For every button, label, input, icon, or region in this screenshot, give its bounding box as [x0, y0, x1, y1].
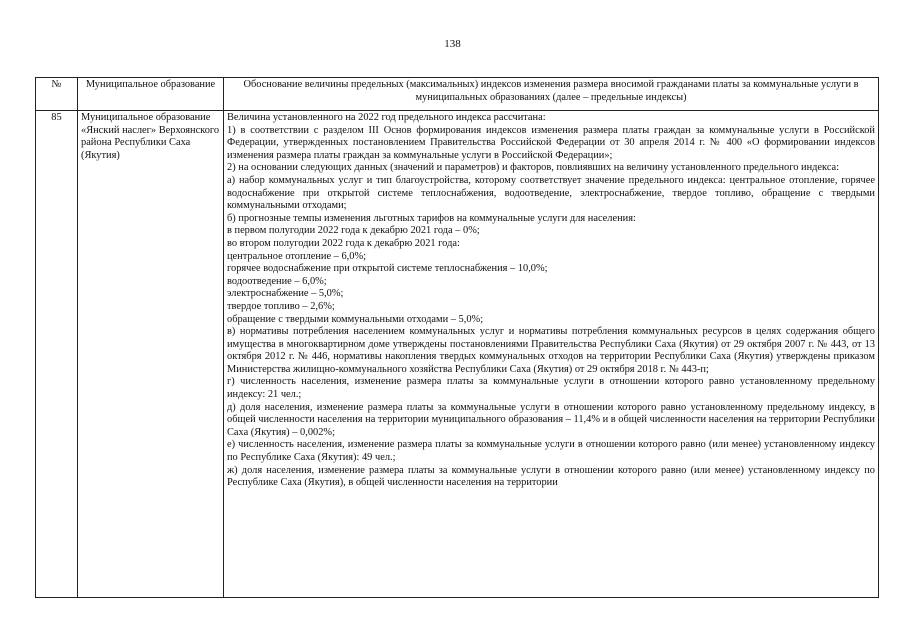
rationale-paragraph: центральное отопление – 6,0%; — [227, 250, 366, 262]
table-row — [36, 111, 879, 598]
rationale-paragraph: обращение с твердыми коммунальными отходами – 5,0%; — [227, 313, 484, 325]
rationale-paragraph: б) прогнозные темпы изменения льготных тарифов на коммунальные услуги для населения: — [227, 212, 636, 224]
rationale-paragraph: ж) доля населения, изменение размера платы за коммунальные услуги в отношении которого равно (или менее) установленному индексу по Республике Саха (Якутия), в общей численности населения на территории — [227, 464, 875, 489]
rationale-paragraph: во втором полугодии 2022 года к декабрю 2021 года: — [227, 237, 460, 249]
page-number: 138 — [444, 38, 461, 50]
header-rationale: Обоснование величины предельных (максимальных) индексов изменения размера вносимой гражданами платы за коммунальные услуги в муниципальных образованиях (далее – предельные индексы) — [224, 78, 879, 111]
rationale-paragraph: д) доля населения, изменение размера платы за коммунальные услуги в отношении которого равно установленному предельному индексу, в общей численности населения на территории муниципального образования – 11,4% и в общей численности населения на территории Республики Саха (Якутия) – 0,002%; — [227, 401, 875, 438]
rationale-paragraph: 1) в соответствии с разделом III Основ формирования индексов изменения размера платы граждан за коммунальные услуги в Российской Федерации, утвержденных постановлением Правительства Российской Федерации от 30 апреля 2014 г. № 400 «О формировании индексов изменения размера платы граждан за коммунальные услуги в Российской Федерации»; — [227, 124, 875, 161]
rationale-cell — [224, 111, 879, 598]
header-num: № — [36, 78, 78, 111]
rationale-text — [227, 112, 875, 596]
rationale-paragraph: 2) на основании следующих данных (значений и параметров) и факторов, повлиявших на величину установленного предельного индекса: — [227, 162, 840, 174]
header-row — [36, 78, 879, 111]
rationale-paragraph: горячее водоснабжение при открытой системе теплоснабжения – 10,0%; — [227, 263, 548, 275]
header-municipality: Муниципальное образование — [78, 78, 224, 111]
row-number: 85 — [36, 111, 78, 598]
rationale-paragraph: г) численность населения, изменение размера платы за коммунальные услуги в отношении которого равно установленному предельному индексу: 21 чел.; — [227, 376, 875, 401]
table-header — [36, 78, 879, 111]
rationale-paragraph: в первом полугодии 2022 года к декабрю 2021 года – 0%; — [227, 225, 480, 237]
rationale-paragraph: электроснабжение – 5,0%; — [227, 288, 344, 300]
rationale-paragraph: в) нормативы потребления населением коммунальных услуг и нормативы потребления коммунальных ресурсов в целях содержания общего имущества в многоквартирном доме утверждены постановлениями Правительства Республики Саха (Якутия) от 29 октября 2007 г. № 443, от 13 октября 2012 г. № 446, нормативы накопления твердых коммунальных отходов на территории Республики Саха (Якутия) утверждены приказом Министерства жилищно-коммунального хозяйства Республики Саха (Якутия) от 29 октября 2018 г. № 443-п; — [227, 326, 875, 375]
rationale-paragraph: а) набор коммунальных услуг и тип благоустройства, которому соответствует значение предельного индекса: центральное отопление, горячее водоснабжение при открытой системе теплоснабжения, водоотведение, электроснабжение, твердое топливо, обращение с твердыми коммунальными отходами; — [227, 174, 875, 212]
index-rationale-table — [35, 77, 879, 598]
rationale-paragraph: е) численность населения, изменение размера платы за коммунальные услуги в отношении которого равно (или менее) установленному индексу по Республике Саха (Якутия): 49 чел.; — [227, 439, 875, 464]
rationale-paragraph: водоотведение – 6,0%; — [227, 275, 327, 287]
municipality-name: Муниципальное образование «Янский наслег» Верхоянского района Республики Саха (Якутия) — [78, 111, 224, 598]
rationale-paragraph: Величина установленного на 2022 год предельного индекса рассчитана: — [227, 112, 546, 123]
rationale-paragraph: твердое топливо – 2,6%; — [227, 300, 335, 312]
